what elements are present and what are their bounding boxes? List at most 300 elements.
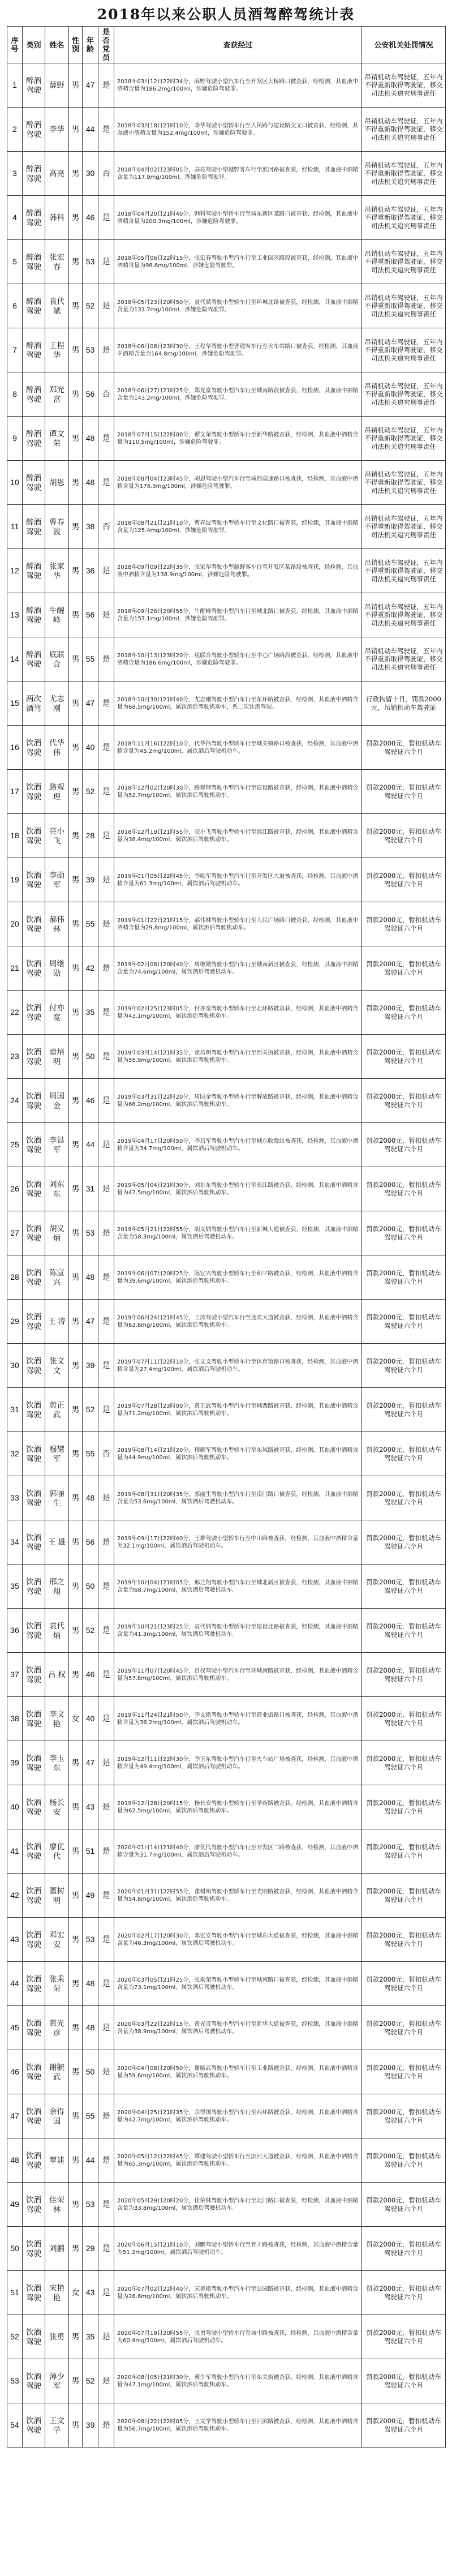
party-member-cell: 是 bbox=[98, 946, 114, 991]
party-member-cell: 是 bbox=[98, 1211, 114, 1255]
penalty-cell: 罚款2000元，暂扣机动车驾驶证六个月 bbox=[362, 1520, 446, 1565]
age-cell: 52 bbox=[83, 1609, 98, 1653]
penalty-cell: 罚款2000元，暂扣机动车驾驶证六个月 bbox=[362, 814, 446, 858]
age-cell: 39 bbox=[83, 2403, 98, 2448]
details-cell: 2020年01月14日21时40分，廖优代驾驶小型汽车行至开发区二路被查获，经检测，其血液中酒精含量为31.7mg/100ml，属饮酒后驾驶机动车。 bbox=[114, 1829, 362, 1874]
name-cell: 吕 权 bbox=[45, 1653, 69, 1697]
category-cell: 饮酒驾驶 bbox=[23, 2227, 45, 2271]
party-member-cell: 是 bbox=[98, 284, 114, 328]
party-member-cell: 是 bbox=[98, 1918, 114, 1962]
details-cell: 2019年11月24日21时50分，李文艳驾驶小型轿车行至商业街路口被查获，经检测，其血液中酒精含量为36.2mg/100ml，属饮酒后驾驶机动车。 bbox=[114, 1697, 362, 1741]
age-cell: 39 bbox=[83, 858, 98, 902]
details-cell: 2018年05月23日20时50分，袁代斌驾驶小型轿车行至环城北路被查获，经检测，其血液中酒精含量为131.7mg/100ml，涉嫌危险驾驶罪。 bbox=[114, 284, 362, 328]
row-number: 49 bbox=[7, 2183, 23, 2227]
table-row bbox=[7, 2315, 446, 2359]
penalty-cell: 罚款2000元，暂扣机动车驾驶证六个月 bbox=[362, 1565, 446, 1609]
penalty-cell: 罚款2000元，暂扣机动车驾驶证六个月 bbox=[362, 991, 446, 1035]
party-member-cell: 否 bbox=[98, 505, 114, 549]
category-cell: 饮酒驾驶 bbox=[23, 1388, 45, 1432]
row-number: 3 bbox=[7, 152, 23, 196]
gender-cell: 男 bbox=[69, 2138, 83, 2183]
name-cell: 周国金 bbox=[45, 1079, 69, 1123]
details-cell: 2020年05月29日20时20分，佳荣林驾驶小型汽车行至北门路口被查获，经检测，其血液中酒精含量为33.8mg/100ml，属饮酒后驾驶机动车。 bbox=[114, 2183, 362, 2227]
gender-cell: 男 bbox=[69, 946, 83, 991]
row-number: 28 bbox=[7, 1255, 23, 1300]
table-row bbox=[7, 1785, 446, 1829]
penalty-cell: 罚款2000元，暂扣机动车驾驶证六个月 bbox=[362, 1697, 446, 1741]
details-cell: 2018年06月27日21时25分，郑光富驾驶小型汽车行至城南路段被查获，经检测，其血液中酒精含量为143.2mg/100ml，涉嫌危险驾驶罪。 bbox=[114, 372, 362, 417]
row-number: 52 bbox=[7, 2315, 23, 2359]
age-cell: 56 bbox=[83, 372, 98, 417]
category-cell: 饮酒驾驶 bbox=[23, 1918, 45, 1962]
category-cell: 饮酒驾驶 bbox=[23, 1035, 45, 1079]
row-number: 54 bbox=[7, 2403, 23, 2448]
gender-cell: 男 bbox=[69, 1874, 83, 1918]
penalty-cell: 罚款2000元，暂扣机动车驾驶证六个月 bbox=[362, 1785, 446, 1829]
name-cell: 李华 bbox=[45, 108, 69, 152]
category-cell: 醉酒驾驶 bbox=[23, 284, 45, 328]
row-number: 51 bbox=[7, 2271, 23, 2315]
category-cell: 饮酒驾驶 bbox=[23, 1741, 45, 1785]
age-cell: 35 bbox=[83, 2315, 98, 2359]
table-row bbox=[7, 1476, 446, 1520]
details-cell: 2019年02月08日20时40分，周继勋驾驶小型汽车行至城南新区被查获，经检测，其血液中酒精含量为74.6mg/100ml，属饮酒后驾驶机动车。 bbox=[114, 946, 362, 991]
name-cell: 韩科 bbox=[45, 196, 69, 240]
gender-cell: 男 bbox=[69, 2227, 83, 2271]
details-cell: 2020年08月22日22时05分，王文学驾驶小型轿车行至河滨路被查获，经检测，其血液中酒精含量为56.7mg/100ml，属饮酒后驾驶机动车。 bbox=[114, 2403, 362, 2448]
penalty-cell: 吊销机动车驾驶证，五年内不得重新取得驾驶证，移交司法机关追究刑事责任 bbox=[362, 637, 446, 681]
header-cell: 性别 bbox=[69, 27, 83, 63]
name-cell: 薄少军 bbox=[45, 2359, 69, 2403]
age-cell: 52 bbox=[83, 770, 98, 814]
party-member-cell: 是 bbox=[98, 240, 114, 284]
row-number: 38 bbox=[7, 1697, 23, 1741]
details-cell: 2019年05月21日22时55分，胡义炳驾驶小型汽车行至新城大道被查获，经检测，其血液中酒精含量为58.3mg/100ml，属饮酒后驾驶机动车。 bbox=[114, 1211, 362, 1255]
table-row bbox=[7, 726, 446, 770]
row-number: 31 bbox=[7, 1388, 23, 1432]
party-member-cell: 是 bbox=[98, 2183, 114, 2227]
table-row bbox=[7, 1344, 446, 1388]
category-cell: 饮酒驾驶 bbox=[23, 2050, 45, 2094]
age-cell: 35 bbox=[83, 991, 98, 1035]
age-cell: 52 bbox=[83, 284, 98, 328]
table-row bbox=[7, 284, 446, 328]
table-row bbox=[7, 417, 446, 461]
details-cell: 2019年08月31日20时35分，郭丽生驾驶小型汽车行至南门路口被查获，经检测，其血液中酒精含量为53.6mg/100ml，属饮酒后驾驶机动车。 bbox=[114, 1476, 362, 1520]
name-cell: 李文艳 bbox=[45, 1697, 69, 1741]
penalty-cell: 罚款2000元，暂扣机动车驾驶证六个月 bbox=[362, 2403, 446, 2448]
category-cell: 饮酒驾驶 bbox=[23, 2315, 45, 2359]
row-number: 19 bbox=[7, 858, 23, 902]
name-cell: 陈宣兴 bbox=[45, 1255, 69, 1300]
gender-cell: 男 bbox=[69, 328, 83, 372]
penalty-cell: 罚款2000元，暂扣机动车驾驶证六个月 bbox=[362, 1653, 446, 1697]
details-cell: 2018年05月06日22时15分，张宏春驾驶小型汽车行至工业园区路段被查获，经检测，其血液中酒精含量为98.6mg/100ml，涉嫌危险驾驶罪。 bbox=[114, 240, 362, 284]
details-cell: 2019年01月22日21时15分，郝伟林驾驶小型轿车行至人民广场路口被查获，经检测，其血液中酒精含量为29.8mg/100ml，属饮酒后驾驶机动车。 bbox=[114, 902, 362, 946]
penalty-cell: 罚款2000元，暂扣机动车驾驶证六个月 bbox=[362, 1829, 446, 1874]
category-cell: 饮酒驾驶 bbox=[23, 1211, 45, 1255]
header-cell: 是否党员 bbox=[98, 27, 114, 63]
table-row bbox=[7, 1300, 446, 1344]
party-member-cell: 是 bbox=[98, 417, 114, 461]
name-cell: 李昌军 bbox=[45, 1123, 69, 1167]
table-row bbox=[7, 2006, 446, 2050]
details-cell: 2019年11月07日20时45分，吕权驾驶小型汽车行至环城南路被查获，经检测，其血液中酒精含量为57.8mg/100ml，属饮酒后驾驶机动车。 bbox=[114, 1653, 362, 1697]
category-cell: 饮酒驾驶 bbox=[23, 2094, 45, 2138]
party-member-cell: 是 bbox=[98, 1962, 114, 2006]
category-cell: 饮酒驾驶 bbox=[23, 770, 45, 814]
name-cell: 张勇 bbox=[45, 2315, 69, 2359]
row-number: 36 bbox=[7, 1609, 23, 1653]
row-number: 22 bbox=[7, 991, 23, 1035]
row-number: 32 bbox=[7, 1432, 23, 1476]
table-row bbox=[7, 1653, 446, 1697]
row-number: 35 bbox=[7, 1565, 23, 1609]
gender-cell: 男 bbox=[69, 1255, 83, 1300]
details-cell: 2018年12月02日20时30分，路观理驾驶小型汽车行至建设路被查获，经检测，其血液中酒精含量为52.7mg/100ml，属饮酒后驾驶机动车。 bbox=[114, 770, 362, 814]
party-member-cell: 是 bbox=[98, 1476, 114, 1520]
age-cell: 52 bbox=[83, 2359, 98, 2403]
party-member-cell: 是 bbox=[98, 2050, 114, 2094]
table-row bbox=[7, 196, 446, 240]
party-member-cell: 否 bbox=[98, 372, 114, 417]
age-cell: 46 bbox=[83, 196, 98, 240]
party-member-cell: 是 bbox=[98, 1874, 114, 1918]
gender-cell: 男 bbox=[69, 1785, 83, 1829]
penalty-cell: 吊销机动车驾驶证，五年内不得重新取得驾驶证，移交司法机关追究刑事责任 bbox=[362, 461, 446, 505]
penalty-cell: 罚款2000元，暂扣机动车驾驶证六个月 bbox=[362, 1344, 446, 1388]
details-cell: 2019年08月14日21时20分，穆耀军驾驶小型轿车行至东风路被查获，经检测，其血液中酒精含量为44.9mg/100ml，属饮酒后驾驶机动车。 bbox=[114, 1432, 362, 1476]
table-row bbox=[7, 108, 446, 152]
gender-cell: 男 bbox=[69, 1344, 83, 1388]
row-number: 20 bbox=[7, 902, 23, 946]
row-number: 18 bbox=[7, 814, 23, 858]
table-row bbox=[7, 814, 446, 858]
category-cell: 饮酒驾驶 bbox=[23, 1565, 45, 1609]
table-row bbox=[7, 1918, 446, 1962]
penalty-cell: 罚款2000元，暂扣机动车驾驶证六个月 bbox=[362, 1300, 446, 1344]
gender-cell: 男 bbox=[69, 858, 83, 902]
table-row bbox=[7, 1079, 446, 1123]
name-cell: 李玉东 bbox=[45, 1741, 69, 1785]
table-row bbox=[7, 1609, 446, 1653]
name-cell: 代华伟 bbox=[45, 726, 69, 770]
party-member-cell: 是 bbox=[98, 1785, 114, 1829]
name-cell: 刘东东 bbox=[45, 1167, 69, 1211]
table-row bbox=[7, 902, 446, 946]
name-cell: 廖优代 bbox=[45, 1829, 69, 1874]
table-row bbox=[7, 2227, 446, 2271]
row-number: 46 bbox=[7, 2050, 23, 2094]
name-cell: 谢毓武 bbox=[45, 2050, 69, 2094]
category-cell: 饮酒驾驶 bbox=[23, 1874, 45, 1918]
gender-cell: 女 bbox=[69, 1697, 83, 1741]
details-cell: 2019年09月17日22时40分，王雄驾驶小型轿车行至中山路被查获，经检测，其血液中酒精含量为32.1mg/100ml，属饮酒后驾驶机动车。 bbox=[114, 1520, 362, 1565]
category-cell: 饮酒驾驶 bbox=[23, 1829, 45, 1874]
row-number: 13 bbox=[7, 593, 23, 637]
party-member-cell: 是 bbox=[98, 2138, 114, 2183]
row-number: 1 bbox=[7, 63, 23, 108]
details-cell: 2018年06月08日23时30分，王程华驾驶小型普通客车行至火车站路口被查获，经检测，其血液中酒精含量为164.8mg/100ml，涉嫌危险驾驶罪。 bbox=[114, 328, 362, 372]
table-row bbox=[7, 1697, 446, 1741]
details-cell: 2020年06月15日21时10分，刘鹏驾驶小型轿车行至育才路被查获，经检测，其血液中酒精含量为51.2mg/100ml，属饮酒后驾驶机动车。 bbox=[114, 2227, 362, 2271]
category-cell: 饮酒驾驶 bbox=[23, 1300, 45, 1344]
details-cell: 2020年04月25日21时35分，余得国驾驶小型汽车行至西环路被查获，经检测，其血液中酒精含量为42.7mg/100ml，属饮酒后驾驶机动车。 bbox=[114, 2094, 362, 2138]
row-number: 53 bbox=[7, 2359, 23, 2403]
party-member-cell: 是 bbox=[98, 1344, 114, 1388]
table-row bbox=[7, 637, 446, 681]
details-cell: 2018年09月09日22时35分，张家华驾驶小型越野客车行至开发区某路段被查获，经检测，其血液中酒精含量为138.9mg/100ml，涉嫌危险驾驶罪。 bbox=[114, 549, 362, 593]
table-row bbox=[7, 2183, 446, 2227]
party-member-cell: 是 bbox=[98, 63, 114, 108]
party-member-cell: 是 bbox=[98, 2315, 114, 2359]
details-cell: 2020年04月08日20时50分，谢毓武驾驶小型轿车行至工业路被查获，经检测，其血液中酒精含量为59.6mg/100ml，属饮酒后驾驶机动车。 bbox=[114, 2050, 362, 2094]
details-cell: 2020年02月17日20时30分，邓宏安驾驶小型汽车行至城东大道被查获，经检测，其血液中酒精含量为46.3mg/100ml，属饮酒后驾驶机动车。 bbox=[114, 1918, 362, 1962]
penalty-cell: 吊销机动车驾驶证，五年内不得重新取得驾驶证，移交司法机关追究刑事责任 bbox=[362, 63, 446, 108]
details-cell: 2019年03月14日21时35分，童培明驾驶小型汽车行至西关街被查获，经检测，其血液中酒精含量为55.9mg/100ml，属饮酒后驾驶机动车。 bbox=[114, 1035, 362, 1079]
age-cell: 56 bbox=[83, 1520, 98, 1565]
category-cell: 饮酒驾驶 bbox=[23, 2006, 45, 2050]
age-cell: 55 bbox=[83, 1432, 98, 1476]
gender-cell: 男 bbox=[69, 1211, 83, 1255]
age-cell: 48 bbox=[83, 461, 98, 505]
details-cell: 2018年04月20日21时40分，韩科驾驶小型轿车行至城东新区某路口被查获，经检测，其血液中酒精含量为200.3mg/100ml，涉嫌危险驾驶罪。 bbox=[114, 196, 362, 240]
row-number: 48 bbox=[7, 2138, 23, 2183]
penalty-cell: 吊销机动车驾驶证，五年内不得重新取得驾驶证，移交司法机关追究刑事责任 bbox=[362, 593, 446, 637]
details-cell: 2019年10月21日23时25分，袁代炳驾驶小型轿车行至建设北路被查获，经检测，其血液中酒精含量为41.3mg/100ml，属饮酒后驾驶机动车。 bbox=[114, 1609, 362, 1653]
category-cell: 饮酒驾驶 bbox=[23, 1432, 45, 1476]
table-row bbox=[7, 1565, 446, 1609]
details-cell: 2018年07月15日22时00分，谭文荣驾驶小型轿车行至新华路被查获，经检测，其血液中酒精含量为110.5mg/100ml，涉嫌危险驾驶罪。 bbox=[114, 417, 362, 461]
party-member-cell: 是 bbox=[98, 2359, 114, 2403]
table-body bbox=[7, 63, 446, 2448]
row-number: 9 bbox=[7, 417, 23, 461]
gender-cell: 男 bbox=[69, 372, 83, 417]
name-cell: 袁代斌 bbox=[45, 284, 69, 328]
name-cell: 余得国 bbox=[45, 2094, 69, 2138]
category-cell: 饮酒驾驶 bbox=[23, 2403, 45, 2448]
name-cell: 杨长安 bbox=[45, 1785, 69, 1829]
gender-cell: 男 bbox=[69, 681, 83, 726]
table-row bbox=[7, 372, 446, 417]
penalty-cell: 罚款2000元，暂扣机动车驾驶证六个月 bbox=[362, 2006, 446, 2050]
name-cell: 周继勋 bbox=[45, 946, 69, 991]
category-cell: 醉酒驾驶 bbox=[23, 417, 45, 461]
gender-cell: 男 bbox=[69, 2006, 83, 2050]
penalty-cell: 罚款2000元，暂扣机动车驾驶证六个月 bbox=[362, 770, 446, 814]
party-member-cell: 是 bbox=[98, 2006, 114, 2050]
row-number: 33 bbox=[7, 1476, 23, 1520]
age-cell: 48 bbox=[83, 2006, 98, 2050]
name-cell: 郭丽生 bbox=[45, 1476, 69, 1520]
table-row bbox=[7, 1123, 446, 1167]
category-cell: 两次酒驾 bbox=[23, 681, 45, 726]
gender-cell: 男 bbox=[69, 152, 83, 196]
name-cell: 尤志刚 bbox=[45, 681, 69, 726]
age-cell: 44 bbox=[83, 108, 98, 152]
category-cell: 饮酒驾驶 bbox=[23, 1697, 45, 1741]
name-cell: 王 雄 bbox=[45, 1520, 69, 1565]
name-cell: 李勋军 bbox=[45, 858, 69, 902]
penalty-cell: 罚款2000元，暂扣机动车驾驶证六个月 bbox=[362, 2094, 446, 2138]
age-cell: 31 bbox=[83, 1167, 98, 1211]
details-cell: 2019年05月04日21时30分，刘东东驾驶小型轿车行至长江路被查获，经检测，其血液中酒精含量为47.5mg/100ml，属饮酒后驾驶机动车。 bbox=[114, 1167, 362, 1211]
age-cell: 39 bbox=[83, 1344, 98, 1388]
category-cell: 醉酒驾驶 bbox=[23, 152, 45, 196]
party-member-cell: 是 bbox=[98, 814, 114, 858]
details-cell: 2020年08月05日21时30分，薄少军驾驶小型汽车行至东关街被查获，经检测，其血液中酒精含量为47.1mg/100ml，属饮酒后驾驶机动车。 bbox=[114, 2359, 362, 2403]
gender-cell: 男 bbox=[69, 637, 83, 681]
penalty-cell: 罚款2000元，暂扣机动车驾驶证六个月 bbox=[362, 1035, 446, 1079]
header-cell: 查获经过 bbox=[114, 27, 362, 63]
age-cell: 43 bbox=[83, 2271, 98, 2315]
gender-cell: 男 bbox=[69, 2315, 83, 2359]
gender-cell: 男 bbox=[69, 1565, 83, 1609]
penalty-cell: 吊销机动车驾驶证，五年内不得重新取得驾驶证，移交司法机关追究刑事责任 bbox=[362, 284, 446, 328]
category-cell: 醉酒驾驶 bbox=[23, 461, 45, 505]
penalty-cell: 罚款2000元，暂扣机动车驾驶证六个月 bbox=[362, 1741, 446, 1785]
table-row bbox=[7, 991, 446, 1035]
age-cell: 49 bbox=[83, 1874, 98, 1918]
category-cell: 醉酒驾驶 bbox=[23, 328, 45, 372]
table-row bbox=[7, 2050, 446, 2094]
penalty-cell: 吊销机动车驾驶证，五年内不得重新取得驾驶证，移交司法机关追究刑事责任 bbox=[362, 240, 446, 284]
age-cell: 53 bbox=[83, 1211, 98, 1255]
penalty-cell: 吊销机动车驾驶证，五年内不得重新取得驾驶证，移交司法机关追究刑事责任 bbox=[362, 328, 446, 372]
party-member-cell: 是 bbox=[98, 461, 114, 505]
table-row bbox=[7, 2359, 446, 2403]
category-cell: 饮酒驾驶 bbox=[23, 726, 45, 770]
gender-cell: 男 bbox=[69, 814, 83, 858]
row-number: 37 bbox=[7, 1653, 23, 1697]
penalty-cell: 罚款2000元，暂扣机动车驾驶证六个月 bbox=[362, 1255, 446, 1300]
table-row bbox=[7, 1829, 446, 1874]
party-member-cell: 是 bbox=[98, 2094, 114, 2138]
category-cell: 醉酒驾驶 bbox=[23, 372, 45, 417]
details-cell: 2019年06月24日21时45分，王涛驾驶小型汽车行至迎宾大道被查获，经检测，其血液中酒精含量为63.8mg/100ml，属饮酒后驾驶机动车。 bbox=[114, 1300, 362, 1344]
name-cell: 邢之翔 bbox=[45, 1565, 69, 1609]
table-row bbox=[7, 1741, 446, 1785]
gender-cell: 男 bbox=[69, 1123, 83, 1167]
gender-cell: 男 bbox=[69, 1388, 83, 1432]
name-cell: 高亮 bbox=[45, 152, 69, 196]
gender-cell: 男 bbox=[69, 770, 83, 814]
age-cell: 53 bbox=[83, 240, 98, 284]
category-cell: 饮酒驾驶 bbox=[23, 1520, 45, 1565]
party-member-cell: 是 bbox=[98, 770, 114, 814]
age-cell: 44 bbox=[83, 2138, 98, 2183]
category-cell: 饮酒驾驶 bbox=[23, 2138, 45, 2183]
penalty-cell: 吊销机动车驾驶证，五年内不得重新取得驾驶证，移交司法机关追究刑事责任 bbox=[362, 108, 446, 152]
gender-cell: 男 bbox=[69, 284, 83, 328]
name-cell: 王 涛 bbox=[45, 1300, 69, 1344]
category-cell: 饮酒驾驶 bbox=[23, 1962, 45, 2006]
party-member-cell: 是 bbox=[98, 1079, 114, 1123]
details-cell: 2018年03月12日22时34分，薛野驾驶小型汽车行至开发区大桥路口被查获，经检测，其血液中酒精含量为186.2mg/100ml，涉嫌危险驾驶罪。 bbox=[114, 63, 362, 108]
name-cell: 亮小飞 bbox=[45, 814, 69, 858]
party-member-cell: 是 bbox=[98, 1565, 114, 1609]
table-row bbox=[7, 549, 446, 593]
penalty-cell: 罚款2000元，暂扣机动车驾驶证六个月 bbox=[362, 1962, 446, 2006]
party-member-cell: 是 bbox=[98, 328, 114, 372]
category-cell: 饮酒驾驶 bbox=[23, 946, 45, 991]
gender-cell: 男 bbox=[69, 196, 83, 240]
name-cell: 童培明 bbox=[45, 1035, 69, 1079]
age-cell: 50 bbox=[83, 2050, 98, 2094]
details-cell: 2019年12月11日22时30分，李玉东驾驶小型汽车行至火车站广场被查获，经检测，其血液中酒精含量为49.4mg/100ml，属饮酒后驾驶机动车。 bbox=[114, 1741, 362, 1785]
row-number: 12 bbox=[7, 549, 23, 593]
category-cell: 饮酒驾驶 bbox=[23, 1476, 45, 1520]
gender-cell: 男 bbox=[69, 2403, 83, 2448]
row-number: 21 bbox=[7, 946, 23, 991]
gender-cell: 男 bbox=[69, 2050, 83, 2094]
penalty-cell: 罚款2000元，暂扣机动车驾驶证六个月 bbox=[362, 1918, 446, 1962]
row-number: 4 bbox=[7, 196, 23, 240]
penalty-cell: 罚款2000元，暂扣机动车驾驶证六个月 bbox=[362, 1167, 446, 1211]
category-cell: 饮酒驾驶 bbox=[23, 2183, 45, 2227]
penalty-cell: 罚款2000元，暂扣机动车驾驶证六个月 bbox=[362, 1079, 446, 1123]
details-cell: 2019年07月28日23时00分，黄正武驾驶小型汽车行至城西路被查获，经检测，其血液中酒精含量为71.2mg/100ml，属饮酒后驾驶机动车。 bbox=[114, 1388, 362, 1432]
row-number: 5 bbox=[7, 240, 23, 284]
gender-cell: 男 bbox=[69, 593, 83, 637]
table-row bbox=[7, 1432, 446, 1476]
party-member-cell: 是 bbox=[98, 858, 114, 902]
table-row bbox=[7, 1962, 446, 2006]
age-cell: 30 bbox=[83, 152, 98, 196]
gender-cell: 男 bbox=[69, 1079, 83, 1123]
row-number: 43 bbox=[7, 1918, 23, 1962]
gender-cell: 男 bbox=[69, 549, 83, 593]
age-cell: 36 bbox=[83, 549, 98, 593]
row-number: 14 bbox=[7, 637, 23, 681]
name-cell: 郝伟林 bbox=[45, 902, 69, 946]
name-cell: 董树明 bbox=[45, 1874, 69, 1918]
party-member-cell: 否 bbox=[98, 1432, 114, 1476]
details-cell: 2019年12月28日20时15分，杨长安驾驶小型轿车行至学府路被查获，经检测，其血液中酒精含量为62.5mg/100ml，属饮酒后驾驶机动车。 bbox=[114, 1785, 362, 1829]
penalty-cell: 行政拘留十日，罚款2000元，吊销机动车驾驶证 bbox=[362, 681, 446, 726]
row-number: 25 bbox=[7, 1123, 23, 1167]
age-cell: 48 bbox=[83, 1962, 98, 2006]
name-cell: 佳荣林 bbox=[45, 2183, 69, 2227]
party-member-cell: 是 bbox=[98, 108, 114, 152]
age-cell: 47 bbox=[83, 63, 98, 108]
row-number: 39 bbox=[7, 1741, 23, 1785]
age-cell: 53 bbox=[83, 328, 98, 372]
party-member-cell: 是 bbox=[98, 726, 114, 770]
penalty-cell: 罚款2000元，暂扣机动车驾驶证六个月 bbox=[362, 1432, 446, 1476]
table-row bbox=[7, 1874, 446, 1918]
penalty-cell: 吊销机动车驾驶证，五年内不得重新取得驾驶证，移交司法机关追究刑事责任 bbox=[362, 505, 446, 549]
details-cell: 2020年05月12日22时45分，覃建驾驶小型轿车行至滨河大道被查获，经检测，其血液中酒精含量为65.3mg/100ml，属饮酒后驾驶机动车。 bbox=[114, 2138, 362, 2183]
details-cell: 2020年03月22日22时15分，黄光彦驾驶小型汽车行至新华大道被查获，经检测，其血液中酒精含量为38.9mg/100ml，属饮酒后驾驶机动车。 bbox=[114, 2006, 362, 2050]
header-cell: 类别 bbox=[23, 27, 45, 63]
name-cell: 谭文荣 bbox=[45, 417, 69, 461]
name-cell: 路观理 bbox=[45, 770, 69, 814]
party-member-cell: 是 bbox=[98, 2271, 114, 2315]
penalty-cell: 罚款2000元，暂扣机动车驾驶证六个月 bbox=[362, 1388, 446, 1432]
row-number: 6 bbox=[7, 284, 23, 328]
gender-cell: 男 bbox=[69, 1476, 83, 1520]
name-cell: 胡义炳 bbox=[45, 1211, 69, 1255]
party-member-cell: 是 bbox=[98, 1035, 114, 1079]
header-row bbox=[7, 27, 446, 63]
table-row bbox=[7, 63, 446, 108]
gender-cell: 男 bbox=[69, 1918, 83, 1962]
name-cell: 牛醒峰 bbox=[45, 593, 69, 637]
table-row bbox=[7, 858, 446, 902]
penalty-cell: 罚款2000元，暂扣机动车驾驶证六个月 bbox=[362, 2359, 446, 2403]
row-number: 17 bbox=[7, 770, 23, 814]
